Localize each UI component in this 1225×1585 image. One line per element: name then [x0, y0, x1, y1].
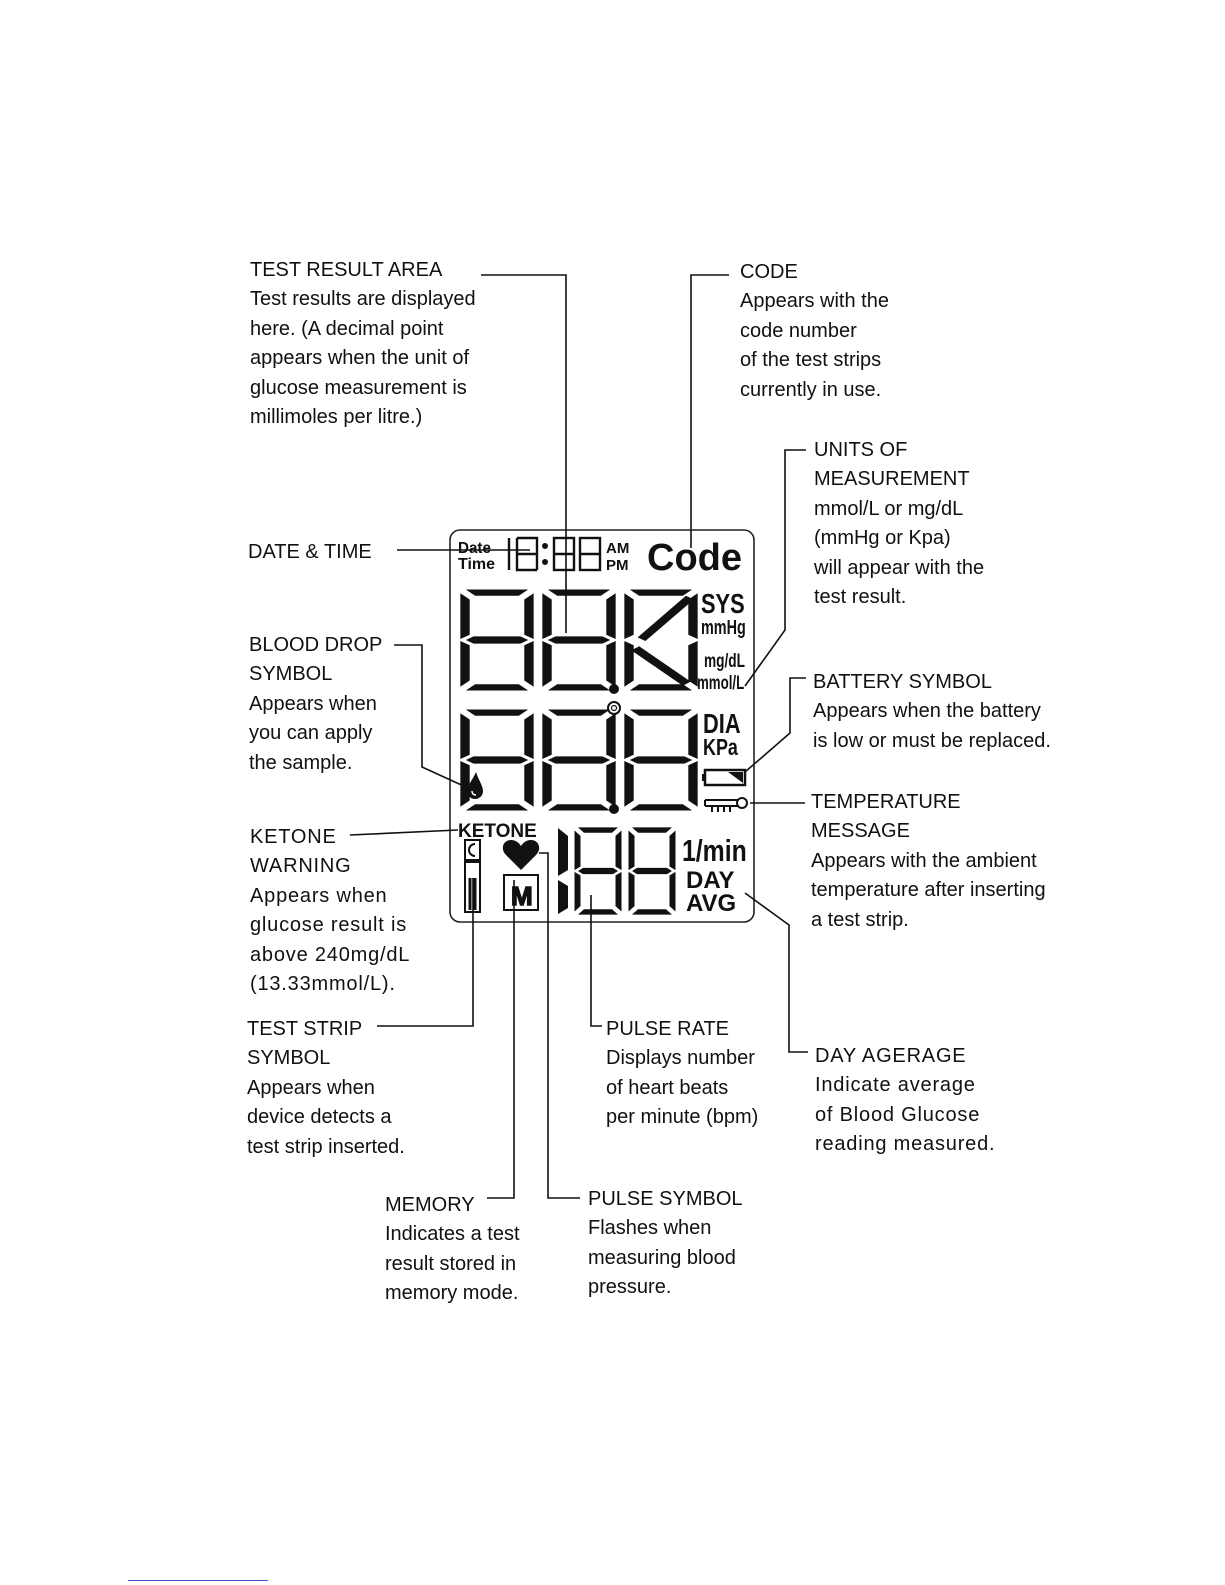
callout-title: TEST STRIP [247, 1018, 363, 1040]
callout-text: millimoles per litre.) [250, 406, 423, 429]
callout-text: you can apply [249, 722, 373, 745]
callout-text: SYMBOL [247, 1047, 331, 1070]
leader-day-average [745, 893, 808, 1052]
callout-title: CODE [740, 261, 798, 283]
callout-text: above 240mg/dL [250, 943, 411, 966]
callout-text: pressure. [588, 1276, 672, 1299]
callout-text: reading measured. [815, 1133, 996, 1156]
lcd-pulse-digits [558, 827, 676, 914]
callout-text: memory mode. [385, 1282, 519, 1305]
callout-text: of Blood Glucose [815, 1103, 981, 1126]
callout-text: Appears when the battery [813, 700, 1041, 723]
callout-title: TEMPERATURE [811, 791, 961, 813]
callout-text: the sample. [249, 751, 353, 774]
lcd-time-label: Time [458, 556, 496, 573]
lcd-pm-label: PM [606, 557, 629, 574]
callout-text: (13.33mmol/L). [250, 973, 396, 996]
lcd-date-label: Date [458, 539, 491, 558]
lcd-degree-indicator [608, 702, 620, 714]
callout-text: Test results are displayed [250, 288, 476, 311]
heart-icon [503, 840, 539, 870]
callout-text: code number [740, 319, 857, 342]
lcd-ketone-label: KETONE [458, 821, 537, 842]
lcd-kpa-label: KPa [702, 734, 738, 761]
callout-text: Flashes when [588, 1217, 712, 1240]
memory-icon [504, 875, 538, 911]
callout-text: (mmHg or Kpa) [814, 527, 951, 550]
leader-code [691, 275, 729, 548]
callout-text: appears when the unit of [250, 347, 470, 370]
lcd-sys-label: SYS [700, 588, 745, 620]
callout-text: Appears when [249, 692, 377, 715]
callout-title: DATE & TIME [248, 541, 372, 563]
lcd-dia-label: DIA [702, 708, 741, 740]
callout-text: WARNING [250, 855, 352, 878]
callout-text: currently in use. [740, 378, 882, 401]
lcd-clock-digits [509, 538, 600, 570]
callout-title: BATTERY SYMBOL [813, 671, 992, 693]
callout-title: DAY AGERAGE [815, 1045, 967, 1067]
callout-title: TEST RESULT AREA [250, 259, 443, 281]
leader-ketone [350, 830, 458, 835]
lcd-per-min-label: 1/min [682, 833, 747, 868]
callout-text: test strip inserted. [247, 1135, 405, 1158]
callout-text: glucose result is [250, 914, 407, 937]
callout-title: UNITS OF [814, 439, 908, 461]
lcd-mmhg-label: mmHg [701, 615, 746, 639]
callout-title: MEMORY [385, 1194, 475, 1216]
leader-blood-drop [394, 645, 468, 788]
callout-text: a test strip. [811, 908, 909, 931]
callout-text: SYMBOL [249, 663, 333, 686]
callout-text: mmol/L or mg/dL [814, 497, 964, 520]
callout-text: per minute (bpm) [606, 1106, 759, 1129]
callout-text: of the test strips [740, 349, 882, 372]
lcd-day-label: DAY [686, 867, 735, 894]
footnote-rule [128, 1580, 268, 1581]
callout-text: temperature after inserting [811, 879, 1046, 902]
callout-title: BLOOD DROP [249, 634, 383, 656]
callout-text: MEASUREMENT [814, 468, 970, 491]
leader-memory [487, 880, 514, 1198]
callout-text: Indicates a test [385, 1223, 520, 1246]
callout-text: Indicate average [815, 1074, 976, 1097]
callout-text: device detects a [247, 1106, 392, 1129]
callout-text: test result. [814, 586, 907, 609]
lcd-am-label: AM [606, 540, 630, 557]
leader-pulse-rate [591, 895, 602, 1026]
callout-text: Appears when [247, 1076, 375, 1099]
thermometer-icon [705, 798, 747, 812]
callout-text: of heart beats [606, 1076, 729, 1099]
battery-icon [702, 770, 745, 785]
callout-title: PULSE SYMBOL [588, 1188, 743, 1210]
callout-text: here. (A decimal point [250, 317, 444, 340]
lcd-avg-label: AVG [686, 890, 737, 917]
callout-text: Appears with the ambient [811, 849, 1037, 872]
callout-text: MESSAGE [811, 820, 910, 843]
callout-text: Displays number [606, 1047, 755, 1070]
lcd-code-label: Code [647, 537, 742, 579]
callout-title: KETONE [250, 826, 337, 848]
lcd-mgdl-label: mg/dL [704, 649, 746, 672]
callout-title: PULSE RATE [606, 1018, 729, 1040]
leader-test-strip [377, 878, 473, 1026]
callout-text: is low or must be replaced. [813, 729, 1051, 752]
leader-test-result-area [481, 275, 566, 633]
svg-text:M: M [511, 881, 533, 911]
callout-text: result stored in [385, 1252, 517, 1275]
lcd-upper-digits [460, 590, 697, 694]
callout-text: measuring blood [588, 1246, 736, 1269]
lcd-lower-digits [460, 710, 697, 814]
callout-text: Appears with the [740, 290, 889, 313]
lcd-mmoll-label: mmol/L [697, 672, 745, 694]
callout-text: will appear with the [814, 556, 985, 579]
callout-text: Appears when [250, 884, 388, 907]
callout-text: glucose measurement is [250, 376, 467, 399]
